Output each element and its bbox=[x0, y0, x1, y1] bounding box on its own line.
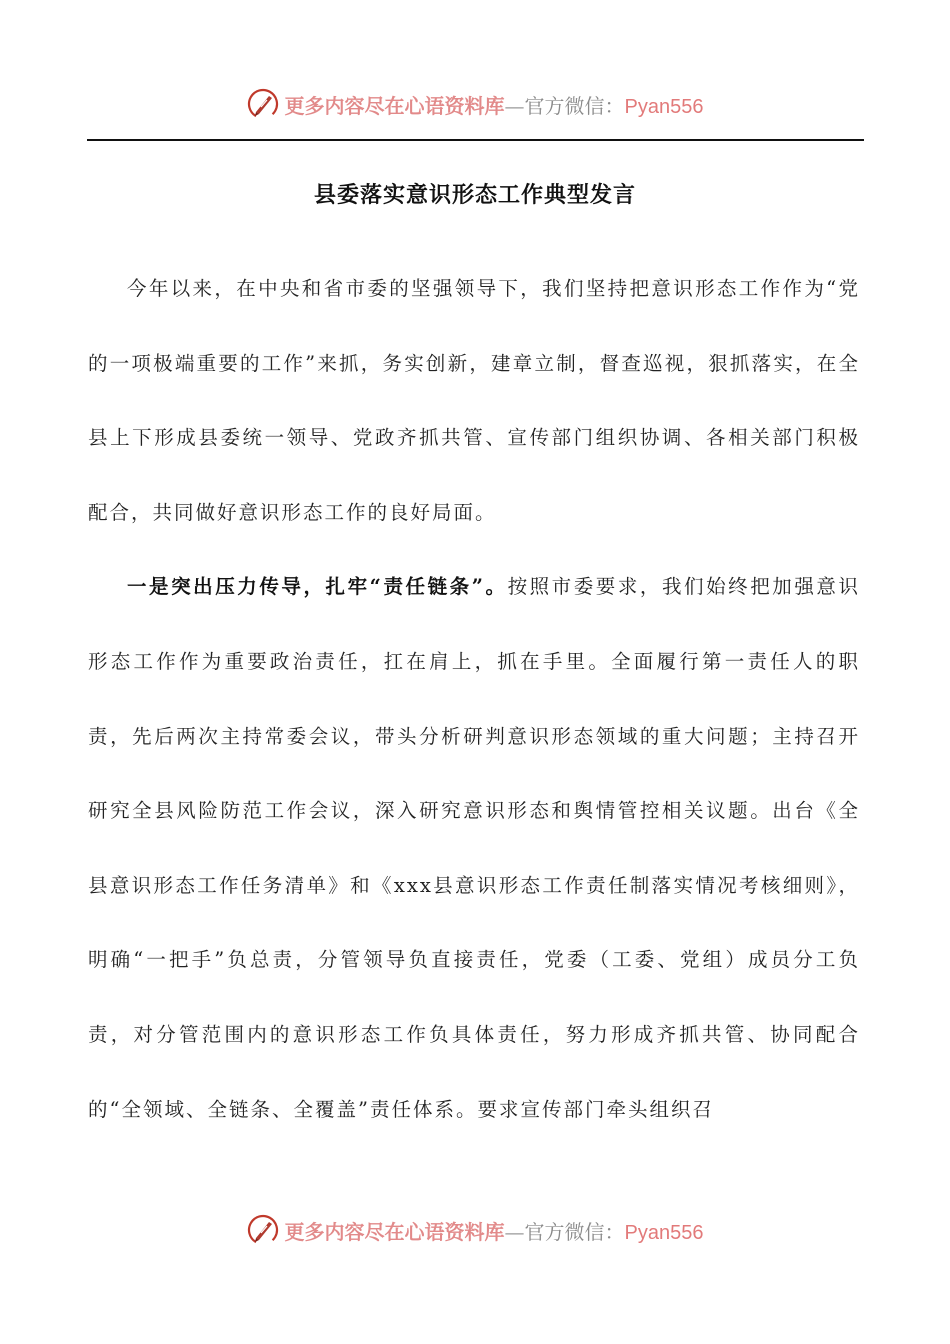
header-wechat-label: 官方微信： bbox=[524, 93, 625, 118]
header-separator: — bbox=[504, 93, 525, 118]
header-wechat-id: Pyan556 bbox=[624, 95, 704, 118]
paragraph-point-one bbox=[88, 550, 860, 1147]
document-title: 县委落实意识形态工作典型发言 bbox=[313, 182, 636, 208]
footer-banner bbox=[0, 1210, 950, 1250]
quill-pen-logo-icon bbox=[247, 88, 279, 120]
paragraph-point-one-body: 按照市委要求，我们始终把加强意识形态工作作为重要政治责任，扛在肩上，抓在手里。全面履行第一责任人的职责，先后两次主持常委会议，带头分析研判意识形态领域的重大问题；主持召开研究全县风险防范工作会议，深入研究意识形态和舆情管控相关议题。出台《全县意识形态工作任务清单》和《xxx县意识形态工作责任制落实情况考核细则》，明确“一把手”负总责，分管领导负直接责任，党委（工委、党组）成员分工负责，对分管范围内的意识形态工作负具体责任，努力形成齐抓共管、协同配合的“全领域、全链条、全覆盖”责任体系。要求宣传部门牵头组织召 bbox=[88, 575, 860, 1121]
header-banner bbox=[0, 84, 950, 124]
footer-banner-text bbox=[285, 1216, 704, 1245]
footer-wechat-id: Pyan556 bbox=[624, 1221, 704, 1244]
header-divider bbox=[87, 139, 864, 141]
footer-separator: — bbox=[504, 1219, 525, 1244]
quill-pen-logo-icon bbox=[247, 1214, 279, 1246]
header-banner-text bbox=[285, 90, 704, 119]
paragraph-point-one-heading: 一是突出压力传导，扎牢“责任链条”。 bbox=[127, 575, 508, 599]
paragraph-intro: 今年以来，在中央和省市委的坚强领导下，我们坚持把意识形态工作作为“党的一项极端重要的工作”来抓，务实创新，建章立制，督查巡视，狠抓落实，在全县上下形成县委统一领导、党政齐抓共管、宣传部门组织协调、各相关部门积极配合，共同做好意识形态工作的良好局面。 bbox=[88, 277, 860, 524]
footer-site-text: 更多内容尽在心语资料库 bbox=[284, 1219, 505, 1244]
footer-wechat-label: 官方微信： bbox=[524, 1219, 625, 1244]
header-site-text: 更多内容尽在心语资料库 bbox=[284, 93, 505, 118]
document-body bbox=[88, 252, 860, 1147]
